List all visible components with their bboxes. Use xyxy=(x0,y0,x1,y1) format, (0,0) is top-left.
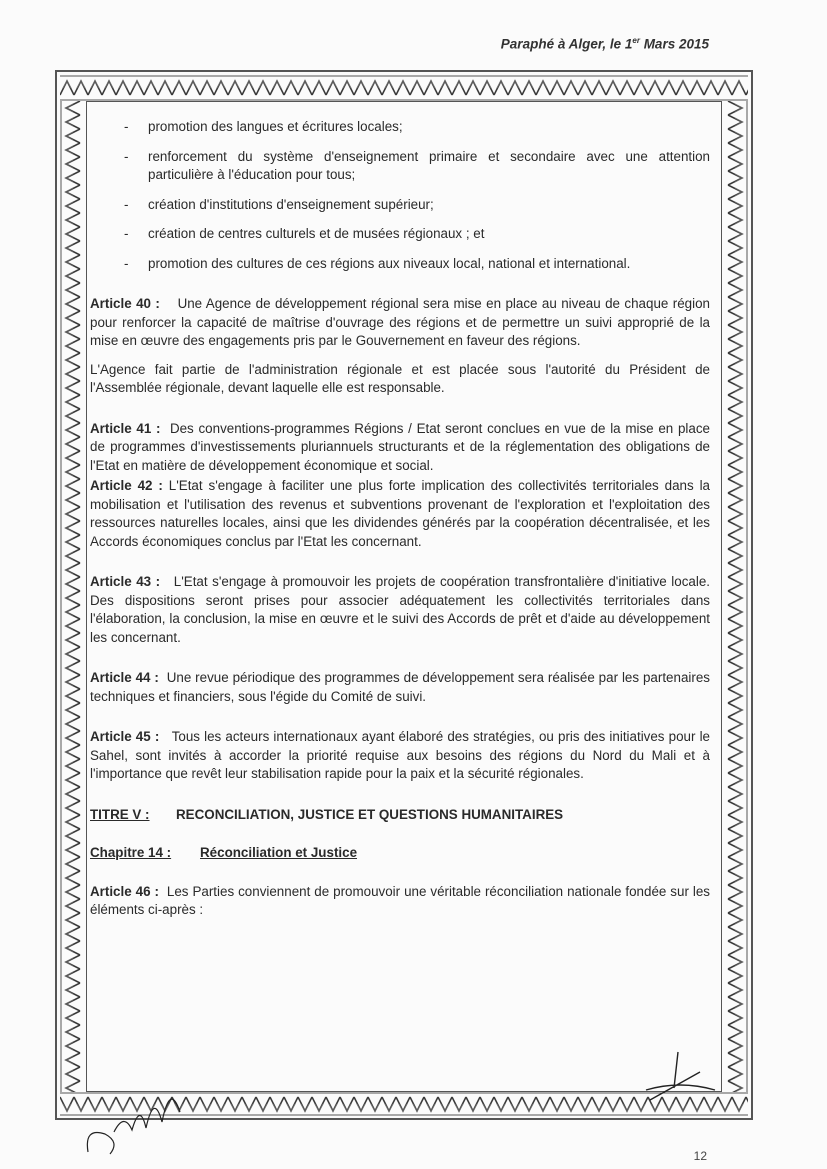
article-46 xyxy=(90,883,710,920)
article-44 xyxy=(90,669,710,706)
article-40-paragraph-2: L'Agence fait partie de l'administration régionale et est placée sous l'autorité du Président de l'Assemblée régionale, devant laquelle elle est responsable. xyxy=(90,361,710,395)
article-label: Article 41 : xyxy=(90,420,161,436)
bullet-list xyxy=(90,118,710,273)
signature-mark-right xyxy=(640,1050,720,1105)
title-label: TITRE V : xyxy=(90,806,150,822)
list-item xyxy=(90,225,710,244)
bullet-dash: - xyxy=(124,148,129,164)
list-item-text: renforcement du système d'enseignement primaire et secondaire avec une attention particulière à l'éducation pour tous; xyxy=(148,148,710,182)
chapter-text: Réconciliation et Justice xyxy=(200,845,358,860)
frame-band-right xyxy=(722,101,748,1092)
article-label: Article 44 : xyxy=(90,670,159,685)
bullet-dash: - xyxy=(124,196,129,212)
article-40 xyxy=(90,295,710,351)
title-text: RECONCILIATION, JUSTICE ET QUESTIONS HUMANITAIRES xyxy=(176,806,564,822)
article-41 xyxy=(90,420,710,476)
article-42 xyxy=(90,477,710,551)
article-text: L'Etat s'engage à promouvoir les projets de coopération transfrontalière d'initiative locale. Des dispositions seront prises pour associer adéquatement les collectivités territoriales dans l'élaboration, la conclusion, la mise en œuvre et le suivi des Accords de prêt et d'aide au développement les concernant. xyxy=(90,574,710,645)
list-item xyxy=(90,118,710,137)
list-item-text: création d'institutions d'enseignement supérieur; xyxy=(148,196,434,212)
list-item xyxy=(90,255,710,274)
header-superscript: er xyxy=(632,36,640,45)
article-label: Article 43 : xyxy=(90,574,161,589)
article-43 xyxy=(90,573,710,647)
chapter-heading xyxy=(90,844,710,863)
article-45 xyxy=(90,728,710,784)
article-label: Article 40 : xyxy=(90,296,160,311)
document-body xyxy=(90,118,710,920)
bullet-dash: - xyxy=(124,255,129,271)
article-label: Article 46 : xyxy=(90,883,159,899)
list-item-text: création de centres culturels et de musées régionaux ; et xyxy=(148,226,485,241)
article-text: L'Etat s'engage à faciliter une plus forte implication des collectivités territoriales dans la mobilisation et l'utilisation des revenus et subventions provenant de l'exploration et l'exploitation des ressources naturelles locales, ainsi que les dividendes générés par la coopération décentralisée, et les Accords économiques conclus par l'Etat les concernant. xyxy=(90,478,710,549)
article-text: Les Parties conviennent de promouvoir une véritable réconciliation nationale fondée sur les éléments ci-après : xyxy=(90,883,710,917)
list-item xyxy=(90,196,710,215)
handwritten-signature-left xyxy=(80,1072,190,1162)
frame-band-top xyxy=(60,75,748,101)
header-date: Mars 2015 xyxy=(639,36,709,52)
article-label: Article 45 : xyxy=(90,729,160,744)
header-text: Paraphé à Alger, le 1 xyxy=(500,36,633,52)
article-text: Une revue périodique des programmes de développement sera réalisée par les partenaires techniques et financiers, sous l'égide du Comité de suivi. xyxy=(90,670,710,704)
list-item-text: promotion des langues et écritures locales; xyxy=(148,119,403,134)
section-title xyxy=(90,806,710,825)
chapter-label: Chapitre 14 : xyxy=(90,845,172,860)
article-text: Tous les acteurs internationaux ayant élaboré des stratégies, ou pris des initiatives pour le Sahel, sont invités à accorder la priorité requise aux besoins des régions du Nord du Mali et à l'importance que revêt leur stabilisation rapide pour la paix et la sécurité régionales. xyxy=(90,729,710,781)
frame-band-left xyxy=(60,101,86,1092)
article-text: Une Agence de développement régional sera mise en place au niveau de chaque région pour renforcer la capacité de maîtrise d'ouvrage des régions et de permettre un suivi approprié de la mise en œuvre des engagements pris par le Gouvernement en faveur des régions. xyxy=(90,296,710,348)
page-number: 12 xyxy=(693,1149,707,1163)
article-label: Article 42 : xyxy=(90,478,163,493)
bullet-dash: - xyxy=(124,226,129,241)
list-item xyxy=(90,148,710,185)
article-text: Des conventions-programmes Régions / Etat seront conclues en vue de la mise en place de programmes d'investissements pluriannuels structurants et de la réglementation des obligations de l'Etat en matière de développement économique et social. xyxy=(90,420,710,473)
page-header xyxy=(501,36,709,52)
list-item-text: promotion des cultures de ces régions aux niveaux local, national et international. xyxy=(148,255,631,271)
bullet-dash: - xyxy=(124,119,129,134)
